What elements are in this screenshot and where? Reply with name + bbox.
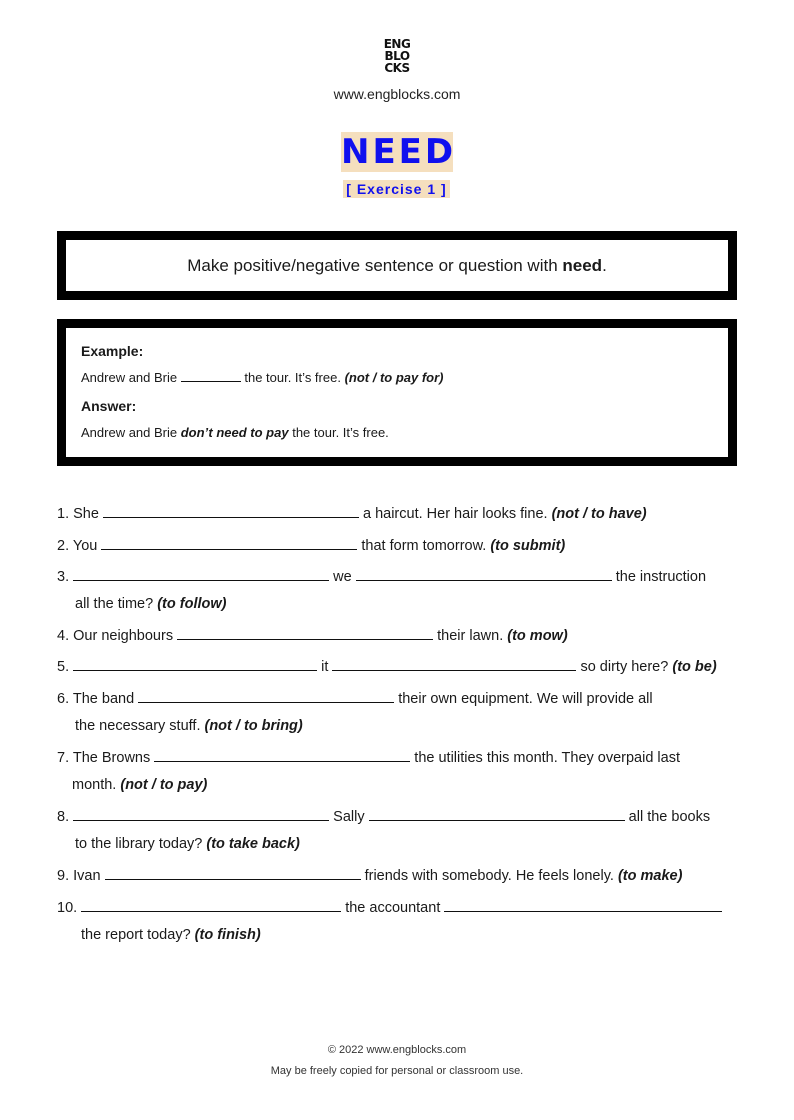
item-hint: (not / to bring) [204, 718, 303, 734]
item-text: it [317, 659, 333, 675]
item-hint: (to take back) [206, 836, 300, 852]
item-hint: (to finish) [194, 927, 261, 943]
answer-sentence [81, 424, 728, 442]
item-text: the report today? [81, 927, 195, 943]
answer-blank[interactable] [73, 670, 317, 671]
exercise-item [57, 866, 747, 886]
item-text: all the books [624, 809, 711, 825]
footer-license: May be freely copied for personal or classroom use. [270, 1065, 524, 1077]
instruction-text-before: Make positive/negative sentence or question with [187, 255, 563, 275]
item-text: their lawn. [433, 628, 508, 644]
item-text: 2. You [57, 538, 102, 554]
answer-blank[interactable] [356, 580, 612, 581]
answer-blank[interactable] [369, 820, 625, 821]
item-text: 10. [57, 900, 82, 916]
answer-text-before: Andrew and Brie [81, 425, 181, 440]
site-url: www.engblocks.com [333, 86, 461, 102]
exercise-subtitle: [ Exercise 1 ] [343, 180, 450, 198]
answer-blank[interactable] [101, 549, 357, 550]
answer-blank[interactable] [105, 879, 361, 880]
item-text: a haircut. Her hair looks fine. [358, 506, 552, 522]
answer-blank[interactable] [73, 580, 329, 581]
item-text: so dirty here? [576, 659, 673, 675]
item-hint: (to be) [672, 659, 717, 675]
answer-blank[interactable] [444, 911, 722, 912]
item-text: Sally [329, 809, 369, 825]
example-text-after: the tour. It’s free. [240, 370, 345, 385]
item-hint: (to make) [617, 868, 683, 884]
exercise-item [57, 657, 747, 677]
item-text: 5. [57, 659, 74, 675]
answer-blank[interactable] [332, 670, 576, 671]
exercise-item [57, 898, 747, 945]
example-label: Example: [81, 343, 144, 359]
exercise-list [57, 504, 747, 945]
item-hint: (not / to pay) [120, 777, 208, 793]
example-blank [181, 381, 241, 382]
item-text: all the time? [75, 596, 158, 612]
item-text: their own equipment. We will provide all [394, 691, 653, 707]
answer-blank[interactable] [81, 911, 341, 912]
answer-label: Answer: [81, 398, 137, 414]
example-box [57, 319, 737, 466]
item-text: 3. [57, 569, 74, 585]
item-text: the instruction [611, 569, 707, 585]
answer-blank[interactable] [154, 761, 410, 762]
logo-line: CKS [384, 61, 410, 75]
logo-line: ENG [383, 37, 411, 51]
item-hint: (to submit) [490, 538, 566, 554]
item-continuation [57, 925, 747, 945]
answer-blank[interactable] [138, 702, 394, 703]
item-text: 4. Our neighbours [57, 628, 178, 644]
item-text: 6. The band [57, 691, 139, 707]
page-title: NEED [341, 132, 457, 172]
example-sentence [81, 369, 728, 387]
item-text: month. [72, 777, 121, 793]
logo-line: BLO [384, 49, 410, 63]
exercise-item [57, 536, 747, 556]
example-text-before: Andrew and Brie [81, 370, 181, 385]
exercise-item [57, 689, 747, 736]
item-continuation [57, 716, 747, 736]
answer-bold: don’t need to pay [180, 425, 289, 440]
item-text: we [329, 569, 356, 585]
item-continuation [57, 594, 747, 614]
answer-blank[interactable] [177, 639, 433, 640]
item-hint: (to follow) [157, 596, 227, 612]
item-text: the accountant [341, 900, 445, 916]
answer-text-after: the tour. It’s free. [288, 425, 389, 440]
footer-copyright: © 2022 www.engblocks.com [327, 1044, 467, 1056]
instruction-text-after: . [602, 255, 607, 275]
item-text: 7. The Browns [57, 750, 155, 766]
item-text: the necessary stuff. [75, 718, 205, 734]
exercise-item [57, 567, 747, 614]
instruction-box [57, 231, 737, 300]
exercise-item [57, 807, 747, 854]
exercise-item [57, 626, 747, 646]
answer-blank[interactable] [73, 820, 329, 821]
item-text: 8. [57, 809, 74, 825]
item-text: friends with somebody. He feels lonely. [360, 868, 618, 884]
item-hint: (not / to have) [551, 506, 647, 522]
item-text: the utilities this month. They overpaid last [410, 750, 680, 766]
exercise-item [57, 504, 747, 524]
item-text: to the library today? [75, 836, 207, 852]
example-hint: (not / to pay for) [344, 370, 444, 385]
exercise-item [57, 748, 747, 795]
instruction-keyword: need [562, 255, 603, 275]
item-continuation [57, 834, 747, 854]
item-text: 1. She [57, 506, 103, 522]
item-hint: (to mow) [507, 628, 568, 644]
answer-blank[interactable] [103, 517, 359, 518]
item-continuation [57, 775, 747, 795]
engblocks-logo [380, 38, 414, 74]
item-text: that form tomorrow. [357, 538, 491, 554]
item-text: 9. Ivan [57, 868, 105, 884]
instruction-text [187, 256, 607, 276]
